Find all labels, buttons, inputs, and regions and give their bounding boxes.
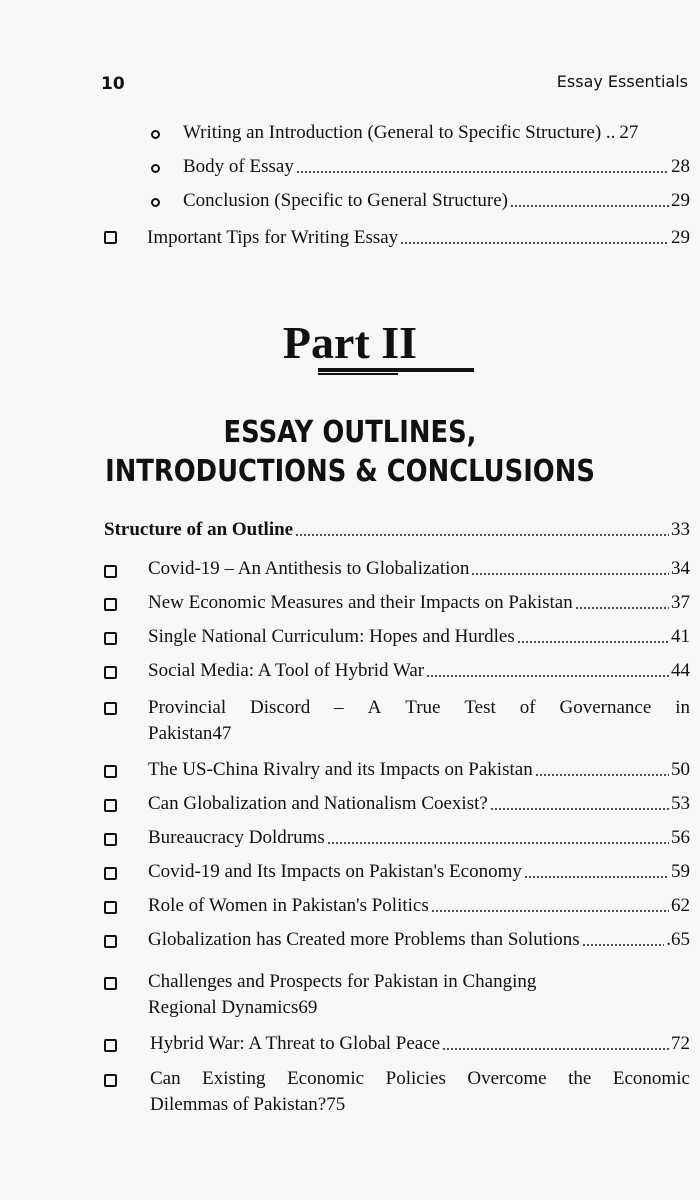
toc-entry[interactable] (148, 557, 690, 581)
checkbox-bullet-icon (104, 977, 117, 990)
checkbox-bullet-icon (104, 833, 117, 846)
dot-leader (471, 573, 669, 575)
dot-leader (295, 534, 669, 536)
toc-entry-page: 62 (671, 895, 690, 916)
toc-entry[interactable] (148, 659, 690, 683)
page-number: 10 (101, 74, 125, 94)
toc-entry-title: Covid-19 and Its Impacts on Pakistan's Economy (148, 861, 522, 882)
dot-leader (535, 774, 669, 776)
toc-entry[interactable] (148, 860, 690, 884)
dot-leader (517, 641, 669, 643)
toc-entry-page: 59 (671, 861, 690, 882)
toc-entry[interactable] (150, 1032, 690, 1056)
toc-entry-title-line2: Pakistan (148, 723, 213, 744)
dot-leader (400, 242, 669, 244)
toc-entry[interactable] (148, 625, 690, 649)
toc-entry-title: Globalization has Created more Problems than Solutions (148, 929, 580, 950)
toc-entry-page: 34 (671, 558, 690, 579)
toc-entry[interactable] (148, 792, 690, 816)
running-head: Essay Essentials (556, 72, 688, 91)
toc-entry-page: 56 (671, 827, 690, 848)
toc-entry-page: 50 (671, 759, 690, 780)
toc-entry-page: 41 (671, 626, 690, 647)
toc-entry-page: 72 (671, 1033, 690, 1054)
toc-entry[interactable] (147, 226, 690, 250)
toc-entry[interactable] (148, 928, 690, 952)
section-title-line1: ESSAY OUTLINES, (223, 415, 477, 450)
toc-entry-title: Hybrid War: A Threat to Global Peace (150, 1033, 441, 1054)
dot-leader (490, 808, 669, 810)
dot-leader (442, 1048, 669, 1050)
dot-leader (575, 607, 669, 609)
toc-entry-title: New Economic Measures and their Impacts on Pakistan (148, 592, 573, 613)
toc-entry-page: 29 (671, 227, 690, 248)
part-title: Part II (282, 317, 418, 368)
toc-entry[interactable] (148, 758, 690, 782)
checkbox-bullet-icon (104, 1039, 117, 1052)
toc-entry[interactable] (183, 189, 690, 213)
checkbox-bullet-icon (104, 702, 117, 715)
toc-entry-title: Writing an Introduction (General to Specific Structure) .. (183, 122, 616, 143)
toc-entry[interactable] (148, 591, 690, 615)
toc-entry[interactable] (148, 970, 690, 1020)
toc-entry[interactable] (150, 1067, 690, 1117)
toc-entry-title: Role of Women in Pakistan's Politics (148, 895, 429, 916)
toc-entry-title: The US-China Rivalry and its Impacts on Pakistan (148, 759, 533, 780)
toc-entry-page: 47 (212, 723, 232, 744)
toc-entry-page: 37 (671, 592, 690, 613)
toc-entry-title-line2: Dilemmas of Pakistan? (150, 1094, 327, 1115)
toc-entry-title: Structure of an Outline (104, 519, 294, 540)
toc-entry[interactable] (183, 155, 690, 179)
toc-entry-title: Social Media: A Tool of Hybrid War (148, 660, 425, 681)
checkbox-bullet-icon (104, 935, 117, 948)
checkbox-bullet-icon (104, 1074, 117, 1087)
toc-entry-title: Important Tips for Writing Essay (147, 227, 399, 248)
toc-entry-page: 29 (671, 190, 690, 211)
toc-entry-page: 28 (671, 156, 690, 177)
toc-entry-title: Covid-19 – An Antithesis to Globalization (148, 558, 470, 579)
checkbox-bullet-icon (104, 799, 117, 812)
dot-leader (582, 944, 665, 946)
toc-entry-page: .65 (666, 929, 690, 950)
toc-entry-title: Bureaucracy Doldrums (148, 827, 325, 848)
checkbox-bullet-icon (104, 901, 117, 914)
checkbox-bullet-icon (104, 867, 117, 880)
dot-leader (296, 171, 669, 173)
toc-entry-page: 53 (671, 793, 690, 814)
toc-entry-structure[interactable] (104, 518, 690, 542)
dot-leader (524, 876, 669, 878)
circle-bullet-icon (151, 130, 160, 139)
circle-bullet-icon (151, 164, 160, 173)
toc-entry-page: 33 (671, 519, 690, 540)
toc-entry-title-line1: Can Existing Economic Policies Overcome the Economic (150, 1068, 690, 1089)
circle-bullet-icon (151, 198, 160, 207)
toc-entry-title-line2: Regional Dynamics (148, 997, 299, 1018)
section-title-line2: INTRODUCTIONS & CONCLUSIONS (105, 454, 595, 489)
toc-entry[interactable] (148, 826, 690, 850)
toc-entry-title: Can Globalization and Nationalism Coexist? (148, 793, 488, 814)
toc-entry-title: Conclusion (Specific to General Structure) (183, 190, 509, 211)
checkbox-bullet-icon (104, 565, 117, 578)
checkbox-bullet-icon (104, 666, 117, 679)
dot-leader (510, 205, 669, 207)
dot-leader (431, 910, 669, 912)
checkbox-bullet-icon (104, 632, 117, 645)
toc-entry-page: 75 (326, 1094, 346, 1115)
toc-entry-page: 69 (298, 997, 318, 1018)
toc-entry-title: Body of Essay (183, 156, 294, 177)
part-title-underline-tail (318, 373, 398, 375)
toc-entry-title-line1: Provincial Discord – A True Test of Governance in (148, 697, 690, 718)
checkbox-bullet-icon (104, 231, 117, 244)
dot-leader (327, 842, 669, 844)
toc-entry-title-line1: Challenges and Prospects for Pakistan in Changing (148, 971, 537, 992)
toc-entry-title: Single National Curriculum: Hopes and Hurdles (148, 626, 515, 647)
dot-leader (426, 675, 669, 677)
checkbox-bullet-icon (104, 765, 117, 778)
toc-entry[interactable] (148, 696, 690, 746)
toc-entry[interactable] (148, 894, 690, 918)
toc-entry-page: 27 (619, 122, 639, 143)
toc-entry-page: 44 (671, 660, 690, 681)
checkbox-bullet-icon (104, 598, 117, 611)
part-title-underline (318, 368, 474, 372)
toc-entry[interactable] (183, 121, 690, 145)
